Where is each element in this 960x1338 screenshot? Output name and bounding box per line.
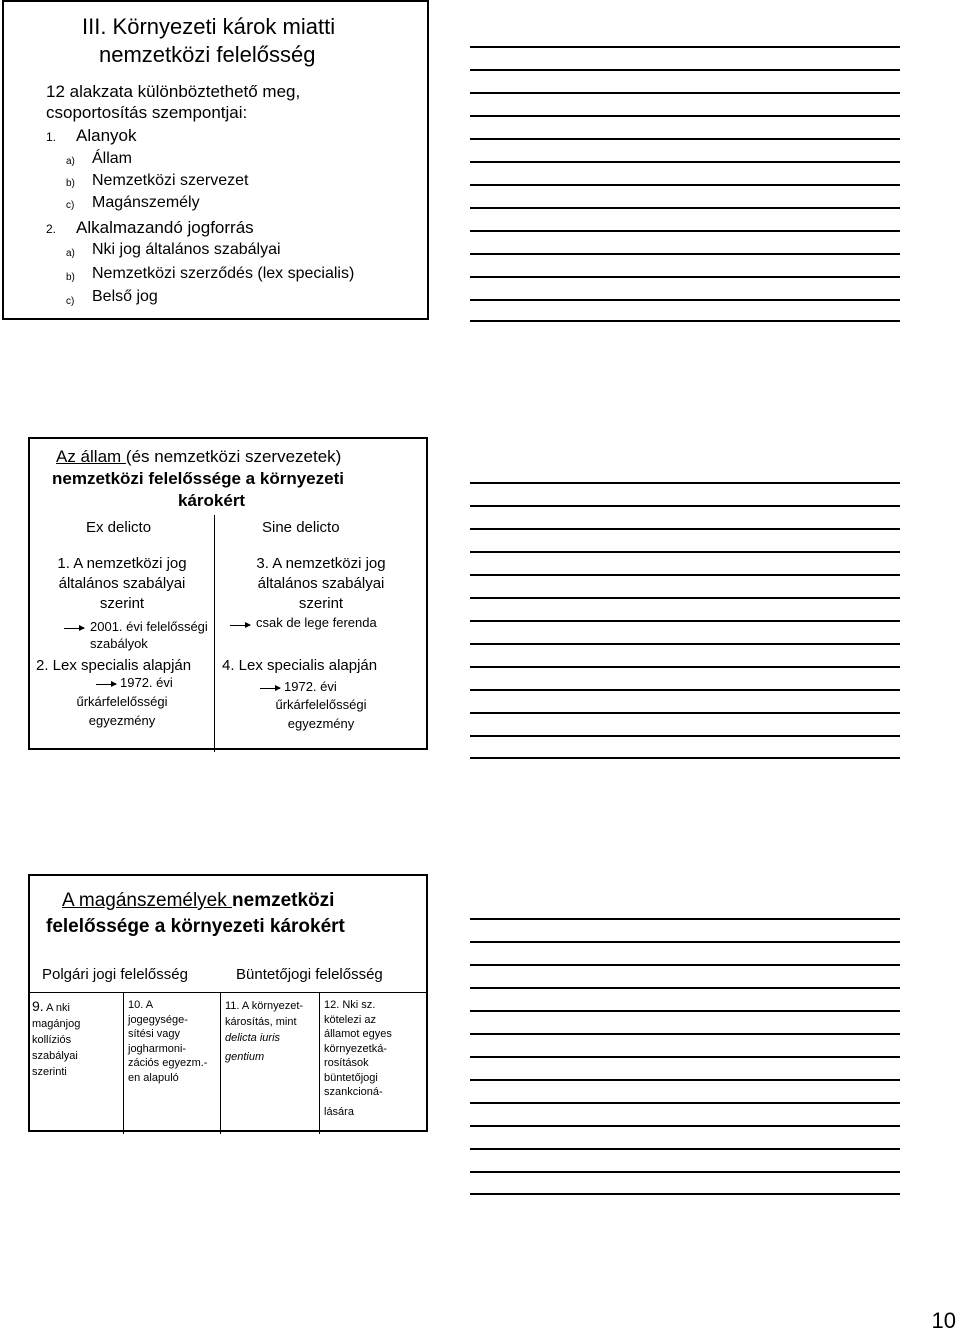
cell-10-line: en alapuló [128,1071,179,1084]
note-line [470,1010,900,1012]
cell-10-line: 10. A [128,999,154,1011]
item-letter: b) [66,178,75,189]
arrow-icon [64,628,84,629]
item-letter: a) [66,248,75,259]
slide-3 [28,874,428,1132]
item-text: Magánszemély [92,194,200,211]
note-line [470,276,900,278]
cell-12-line: 12. Nki sz. [324,999,376,1011]
cell-4-line-1: 4. Lex specialis alapján [222,657,378,674]
note-line [470,161,900,163]
note-line [470,643,900,645]
item-letter: c) [66,296,75,307]
cell-9-line: szerinti [32,1066,67,1078]
note-line [470,528,900,530]
cell-4-lines [214,695,428,733]
note-line [470,666,900,668]
col-header-sine-delicto: Sine delicto [262,519,340,536]
column-divider [319,992,320,1134]
slide-1-title-line-1: III. Környezeti károk miatti [82,14,336,39]
cell-12-line: lására [324,1105,354,1118]
slide-3-title-line-2: felelőssége a környezeti károkért [46,916,345,937]
slide-2-title-line-1 [56,447,341,467]
cell-11 [225,998,303,1065]
cell-3-arrow-text: csak de lege ferenda [256,615,377,630]
cell-10 [128,998,207,1085]
note-line [470,1056,900,1058]
cell-9-line: kollíziós [32,1034,72,1046]
note-line [470,69,900,71]
item-letter: b) [66,272,75,283]
note-line [470,230,900,232]
item-text: Nemzetközi szervezet [92,172,249,189]
slide-3-title-rest: nemzetközi [232,890,335,911]
column-divider [123,992,124,1134]
note-line [470,1102,900,1104]
section-2-number: 2. [46,222,57,236]
cell-11-line: 11. A környezet- [225,1000,304,1012]
cell-1-line: szerint [99,595,145,612]
cell-10-line: sítési vagy [128,1028,180,1040]
note-line [470,941,900,943]
item-text: Állam [92,150,133,167]
note-line [470,207,900,209]
item-text: Nemzetközi szerződés (lex specialis) [92,265,355,282]
section-2-label: Alkalmazandó jogforrás [76,218,254,237]
cell-3-line: szerint [298,595,344,612]
note-line [470,1148,900,1150]
cell-12-line: környezetká- [324,1042,387,1055]
note-line [470,1171,900,1173]
cell-2-arrow-text: 1972. évi [120,675,173,690]
cell-11-line: gentium [225,1051,265,1063]
cell-4-arrow-text: 1972. évi [284,679,337,694]
note-line [470,1125,900,1127]
note-line [470,620,900,622]
note-line [470,1079,900,1081]
note-line [470,46,900,48]
arrow-icon [260,688,280,689]
slide-2-title-rest: (és nemzetközi szervezetek) [125,447,342,466]
slide-2-title-line-3: károkért [178,491,246,510]
note-line [470,320,900,322]
cell-1-line: általános szabályai [58,575,186,592]
cell-2-line: űrkárfelelősségi [76,694,168,709]
cell-12-line: szankcioná- [324,1086,383,1098]
note-line [470,689,900,691]
note-line [470,1193,900,1195]
cell-1 [30,554,214,614]
section-1-number: 1. [46,130,57,144]
note-line [470,597,900,599]
cell-3 [214,554,428,614]
note-line [470,299,900,301]
cell-11-line: delicta iuris [225,1032,281,1044]
item-text: Nki jog általános szabályai [92,241,281,258]
col-header-ex-delicto: Ex delicto [86,519,152,536]
cell-1-arrow-text: 2001. évi felelősségi [90,619,208,634]
note-line [470,712,900,714]
cell-10-line: jogharmoni- [128,1042,187,1055]
slide-2-title-underlined: Az állam [56,447,126,466]
arrow-icon [96,684,116,685]
cell-12-line: büntetőjogi [324,1071,378,1084]
cell-3-line: 3. A nemzetközi jog [256,555,386,572]
note-line [470,92,900,94]
cell-1-line: 1. A nemzetközi jog [57,555,187,572]
item-text: Belső jog [92,288,158,305]
arrow-icon [230,625,250,626]
cell-2-line-1: 2. Lex specialis alapján [36,657,192,674]
item-letter: c) [66,200,75,211]
cell-9-line: magánjog [32,1018,81,1030]
note-line [470,184,900,186]
slide-3-title-line-1 [62,890,334,912]
cell-12-line: rosítások [324,1057,369,1069]
section-1-label: Alanyok [76,126,137,145]
item-letter: a) [66,156,75,167]
cell-9-number: 9. [32,998,44,1014]
cell-12-line: kötelezi az [324,1013,376,1026]
cell-12 [324,998,392,1119]
cell-4-line: űrkárfelelősségi [275,697,367,712]
col-header-polgari: Polgári jogi felelősség [42,966,188,983]
note-line [470,551,900,553]
note-line [470,574,900,576]
page-number: 10 [931,1308,956,1333]
slide-1 [2,0,429,320]
cell-9-line: A nki [43,1002,70,1014]
note-line [470,505,900,507]
slide-1-intro-line-2: csoportosítás szempontjai: [46,103,248,122]
cell-9-line: szabályai [32,1050,78,1062]
cell-9 [32,998,80,1080]
note-line [470,918,900,920]
note-line [470,757,900,759]
slide-1-intro-line-1: 12 alakzata különböztethető meg, [46,82,301,101]
slide-2-title-line-2: nemzetközi felelőssége a környezeti [52,469,344,488]
cell-12-line: államot egyes [324,1028,392,1040]
column-divider [220,992,221,1134]
note-line [470,115,900,117]
cell-1-line: szabályok [90,636,148,651]
note-line [470,964,900,966]
note-line [470,987,900,989]
cell-2-lines [30,692,214,730]
note-line [470,1033,900,1035]
cell-3-line: általános szabályai [257,575,385,592]
cell-10-line: zációs egyezm.- [128,1057,208,1069]
col-header-buntetojogi: Büntetőjogi felelősség [236,966,383,983]
note-line [470,735,900,737]
slide-1-title-line-2: nemzetközi felelősség [99,42,316,67]
slide-3-title-underlined: A magánszemélyek [62,890,233,911]
note-line [470,253,900,255]
cell-10-line: jogegysége- [128,1013,188,1026]
cell-2-line: egyezmény [88,713,156,728]
cell-11-line: károsítás, mint [225,1016,297,1028]
note-line [470,482,900,484]
cell-4-line: egyezmény [287,716,355,731]
slide-2 [28,437,428,750]
header-divider [30,992,428,993]
note-line [470,138,900,140]
